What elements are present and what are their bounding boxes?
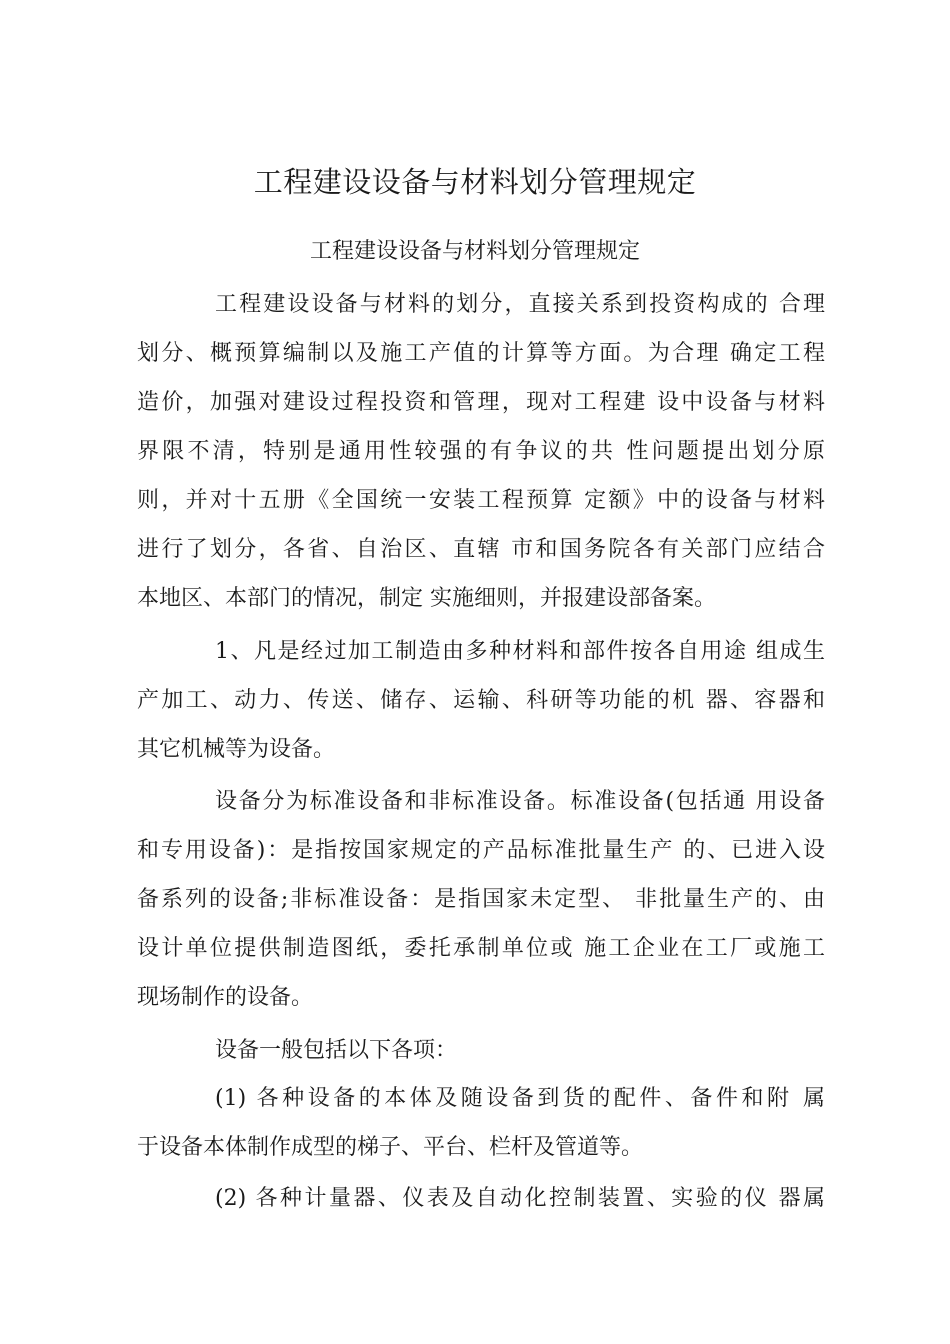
paragraph-line: 设备一般包括以下各项： (215, 1038, 458, 1063)
list-item-line: (1) 各种设备的本体及随设备到货的配件、备件和附 属 (215, 1086, 825, 1111)
paragraph-line: 造价，加强对建设过程投资和管理，现对工程建 设中设备与材料 (137, 390, 825, 415)
paragraph-line: 产加工、动力、传送、储存、运输、科研等功能的机 器、容器和 (137, 688, 825, 713)
paragraph-line: 划分、概预算编制以及施工产值的计算等方面。为合理 确定工程 (137, 341, 825, 366)
paragraph-line: 则，并对十五册《全国统一安装工程预算 定额》中的设备与材料 (137, 488, 825, 513)
paragraph-line: 工程建设设备与材料的划分，直接关系到投资构成的 合理 (215, 292, 825, 317)
paragraph-line: 1、凡是经过加工制造由多种材料和部件按各自用途 组成生 (215, 639, 825, 664)
paragraph-line: 进行了划分，各省、自治区、直辖 市和国务院各有关部门应结合 (137, 537, 825, 562)
paragraph-line: 现场制作的设备。 (137, 985, 314, 1010)
paragraph-line: 设计单位提供制造图纸，委托承制单位或 施工企业在工厂或施工 (137, 936, 825, 961)
paragraph-line: 和专用设备)：是指按国家规定的产品标准批量生产 的、已进入设 (137, 838, 825, 863)
list-item-line: (2) 各种计量器、仪表及自动化控制装置、实验的仪 器属 (215, 1186, 825, 1211)
paragraph-line: 备系列的设备;非标准设备：是指国家未定型、 非批量生产的、由 (137, 887, 825, 912)
paragraph-line: 界限不清，特别是通用性较强的有争议的共 性问题提出划分原 (137, 439, 825, 464)
paragraph-line: 设备分为标准设备和非标准设备。标准设备(包括通 用设备 (215, 789, 825, 814)
list-item-line: 于设备本体制作成型的梯子、平台、栏杆及管道等。 (137, 1135, 644, 1160)
document-title: 工程建设设备与材料划分管理规定 (253, 165, 697, 199)
paragraph-line: 本地区、本部门的情况，制定 实施细则，并报建设部备案。 (137, 586, 716, 611)
paragraph-line: 其它机械等为设备。 (137, 737, 336, 762)
document-subtitle: 工程建设设备与材料划分管理规定 (309, 239, 640, 264)
